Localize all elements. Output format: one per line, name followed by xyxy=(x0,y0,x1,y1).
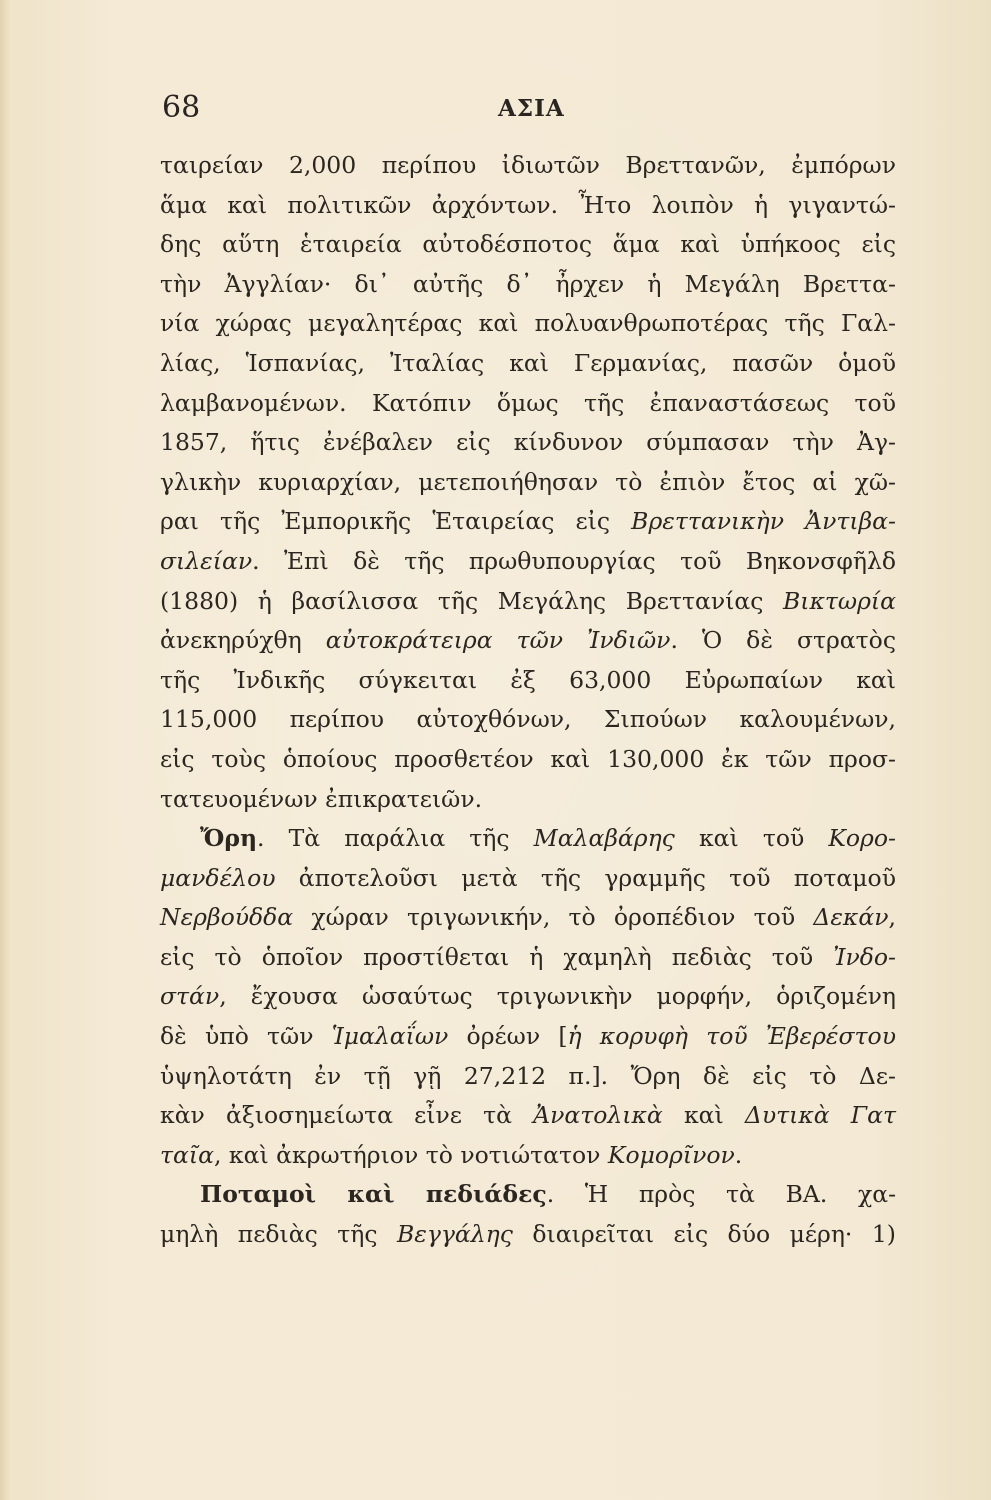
italic-run: Ἰνδο- xyxy=(833,942,896,971)
text-run: , καὶ ἀκρωτήριον τὸ νοτιώτατον xyxy=(213,1140,601,1169)
indent xyxy=(160,1180,200,1208)
italic-run: Βεγγάλης xyxy=(396,1220,513,1249)
text-run: ἀποτελοῦσι μετὰ τῆς γραμμῆς τοῦ ποταμοῦ xyxy=(298,863,896,892)
text-line: νία χώρας μεγαλητέρας καὶ πολυανθρωποτέρας τῆς Γαλ- xyxy=(160,309,896,338)
text-run: ὀρέων [ xyxy=(466,1022,568,1051)
text-line xyxy=(160,938,896,978)
text-line xyxy=(160,859,896,899)
text-line: γλικὴν κυριαρχίαν, μετεποιήθησαν τὸ ἐπιὸν ἔτος αἱ χῶ- xyxy=(160,467,896,496)
italic-run: Νερβούδδα xyxy=(160,903,294,932)
text-line xyxy=(160,819,896,859)
text-run: . xyxy=(734,1140,743,1169)
text-run: , xyxy=(888,903,896,932)
text-line: δης αὕτη ἑταιρεία αὐτοδέσποτος ἅμα καὶ ὑπήκοος εἰς xyxy=(160,230,896,259)
italic-run: Βρεττανικὴν Ἀντιβα- xyxy=(631,507,896,536)
text-run: καὶ τοῦ xyxy=(698,824,805,853)
text-line: ταιρείαν 2,000 περίπου ἰδιωτῶν Βρεττανῶν, ἐμπόρων xyxy=(160,151,896,179)
text-run: , ἔχουσα ὡσαύτως τριγωνικὴν μορφήν, ὁριζομένη xyxy=(219,982,896,1011)
text-line: τὴν Ἀγγλίαν· δι᾽ αὐτῆς δ᾽ ἦρχεν ἡ Μεγάλη Βρεττα- xyxy=(160,269,896,298)
text-run: μηλὴ πεδιὰς τῆς xyxy=(160,1220,378,1249)
page-header xyxy=(160,88,900,128)
italic-run: μανδέλου xyxy=(160,863,276,892)
text-line: ὑψηλοτάτη ἐν τῇ γῇ 27,212 π.]. Ὄρη δὲ εἰς τὸ Δε- xyxy=(160,1061,896,1090)
section-heading-ori: Ὄρη xyxy=(200,824,258,853)
text-run: . Ὁ δὲ στρατὸς xyxy=(670,626,896,655)
text-line: λαμβανομένων. Κατόπιν ὅμως τῆς ἐπαναστάσεως τοῦ xyxy=(160,388,896,417)
text-run: ραι τῆς Ἐμπορικῆς Ἑταιρείας εἰς xyxy=(160,507,611,536)
italic-run: Δυτικὰ Γατ xyxy=(744,1101,896,1130)
text-line: 1857, ἥτις ἐνέβαλεν εἰς κίνδυνον σύμπασαν τὴν Ἀγ- xyxy=(160,428,896,457)
running-head: ΑΣΙΑ xyxy=(498,95,565,122)
page-edge-shading xyxy=(0,0,10,1500)
text-line: τῆς Ἰνδικῆς σύγκειται ἐξ 63,000 Εὐρωπαίων καὶ xyxy=(160,665,896,694)
text-line xyxy=(160,542,896,582)
text-line: εἰς τοὺς ὁποίους προσθετέον καὶ 130,000 ἐκ τῶν προσ- xyxy=(160,744,896,773)
text-run: (1880) ἡ βασίλισσα τῆς Μεγάλης Βρεττανίας xyxy=(160,586,764,615)
text-run: καὶ xyxy=(683,1101,724,1130)
text-line: ἅμα καὶ πολιτικῶν ἀρχόντων. Ἦτο λοιπὸν ἡ γιγαντώ- xyxy=(160,190,896,219)
page-number: 68 xyxy=(162,90,201,125)
text-line: τατευομένων ἐπικρατειῶν. xyxy=(160,784,483,813)
text-line xyxy=(160,1017,896,1057)
italic-run: Κομορῖνον xyxy=(607,1140,735,1169)
text-line xyxy=(160,898,896,938)
italic-run: ἡ κορυφὴ τοῦ Ἐβερέστου xyxy=(567,1022,896,1051)
text-line xyxy=(160,582,896,622)
text-line xyxy=(160,1096,896,1136)
italic-run: σιλείαν xyxy=(160,546,253,575)
text-line xyxy=(160,502,896,542)
italic-run: στάν xyxy=(160,982,220,1011)
text-run: . Ἡ πρὸς τὰ ΒΑ. χα- xyxy=(546,1180,897,1209)
body-text xyxy=(160,146,896,1255)
text-run: δὲ ὑπὸ τῶν xyxy=(160,1022,314,1051)
section-heading-rivers: Ποταμοὶ καὶ πεδιάδες xyxy=(200,1180,547,1209)
text-run: διαιρεῖται εἰς δύο μέρη· 1) xyxy=(532,1220,896,1249)
indent xyxy=(160,824,200,852)
text-run: . Τὰ παράλια τῆς xyxy=(257,824,510,853)
text-line xyxy=(160,977,896,1017)
text-line xyxy=(160,1175,896,1215)
italic-run: Ἀνατολικὰ xyxy=(533,1101,663,1130)
text-run: . Ἐπὶ δὲ τῆς πρωθυπουργίας τοῦ Βηκονσφῆλδ xyxy=(252,546,896,575)
text-run: εἰς τὸ ὁποῖον προστίθεται ἡ χαμηλὴ πεδιὰς τοῦ xyxy=(160,942,814,971)
text-run: κὰν ἀξιοσημείωτα εἶνε τὰ xyxy=(160,1101,512,1130)
italic-run: Ἱμαλαΐων xyxy=(331,1022,449,1051)
italic-run: ταῖα xyxy=(160,1140,214,1169)
italic-run: Μαλαβάρης xyxy=(533,824,675,853)
text-line xyxy=(160,1215,896,1255)
italic-run: Δεκάν xyxy=(813,903,889,932)
italic-run: Κορο- xyxy=(828,824,896,853)
text-line: 115,000 περίπου αὐτοχθόνων, Σιπούων καλουμένων, xyxy=(160,705,896,734)
text-run: ἀνεκηρύχθη xyxy=(160,626,302,655)
italic-run: αὐτοκράτειρα τῶν Ἰνδιῶν xyxy=(325,626,671,655)
text-run: χώραν τριγωνικήν, τὸ ὀροπέδιον τοῦ xyxy=(311,903,796,932)
text-line xyxy=(160,621,896,661)
italic-run: Βικτωρία xyxy=(783,586,896,615)
text-line: λίας, Ἱσπανίας, Ἰταλίας καὶ Γερμανίας, πασῶν ὁμοῦ xyxy=(160,348,896,377)
text-line xyxy=(160,1136,896,1176)
